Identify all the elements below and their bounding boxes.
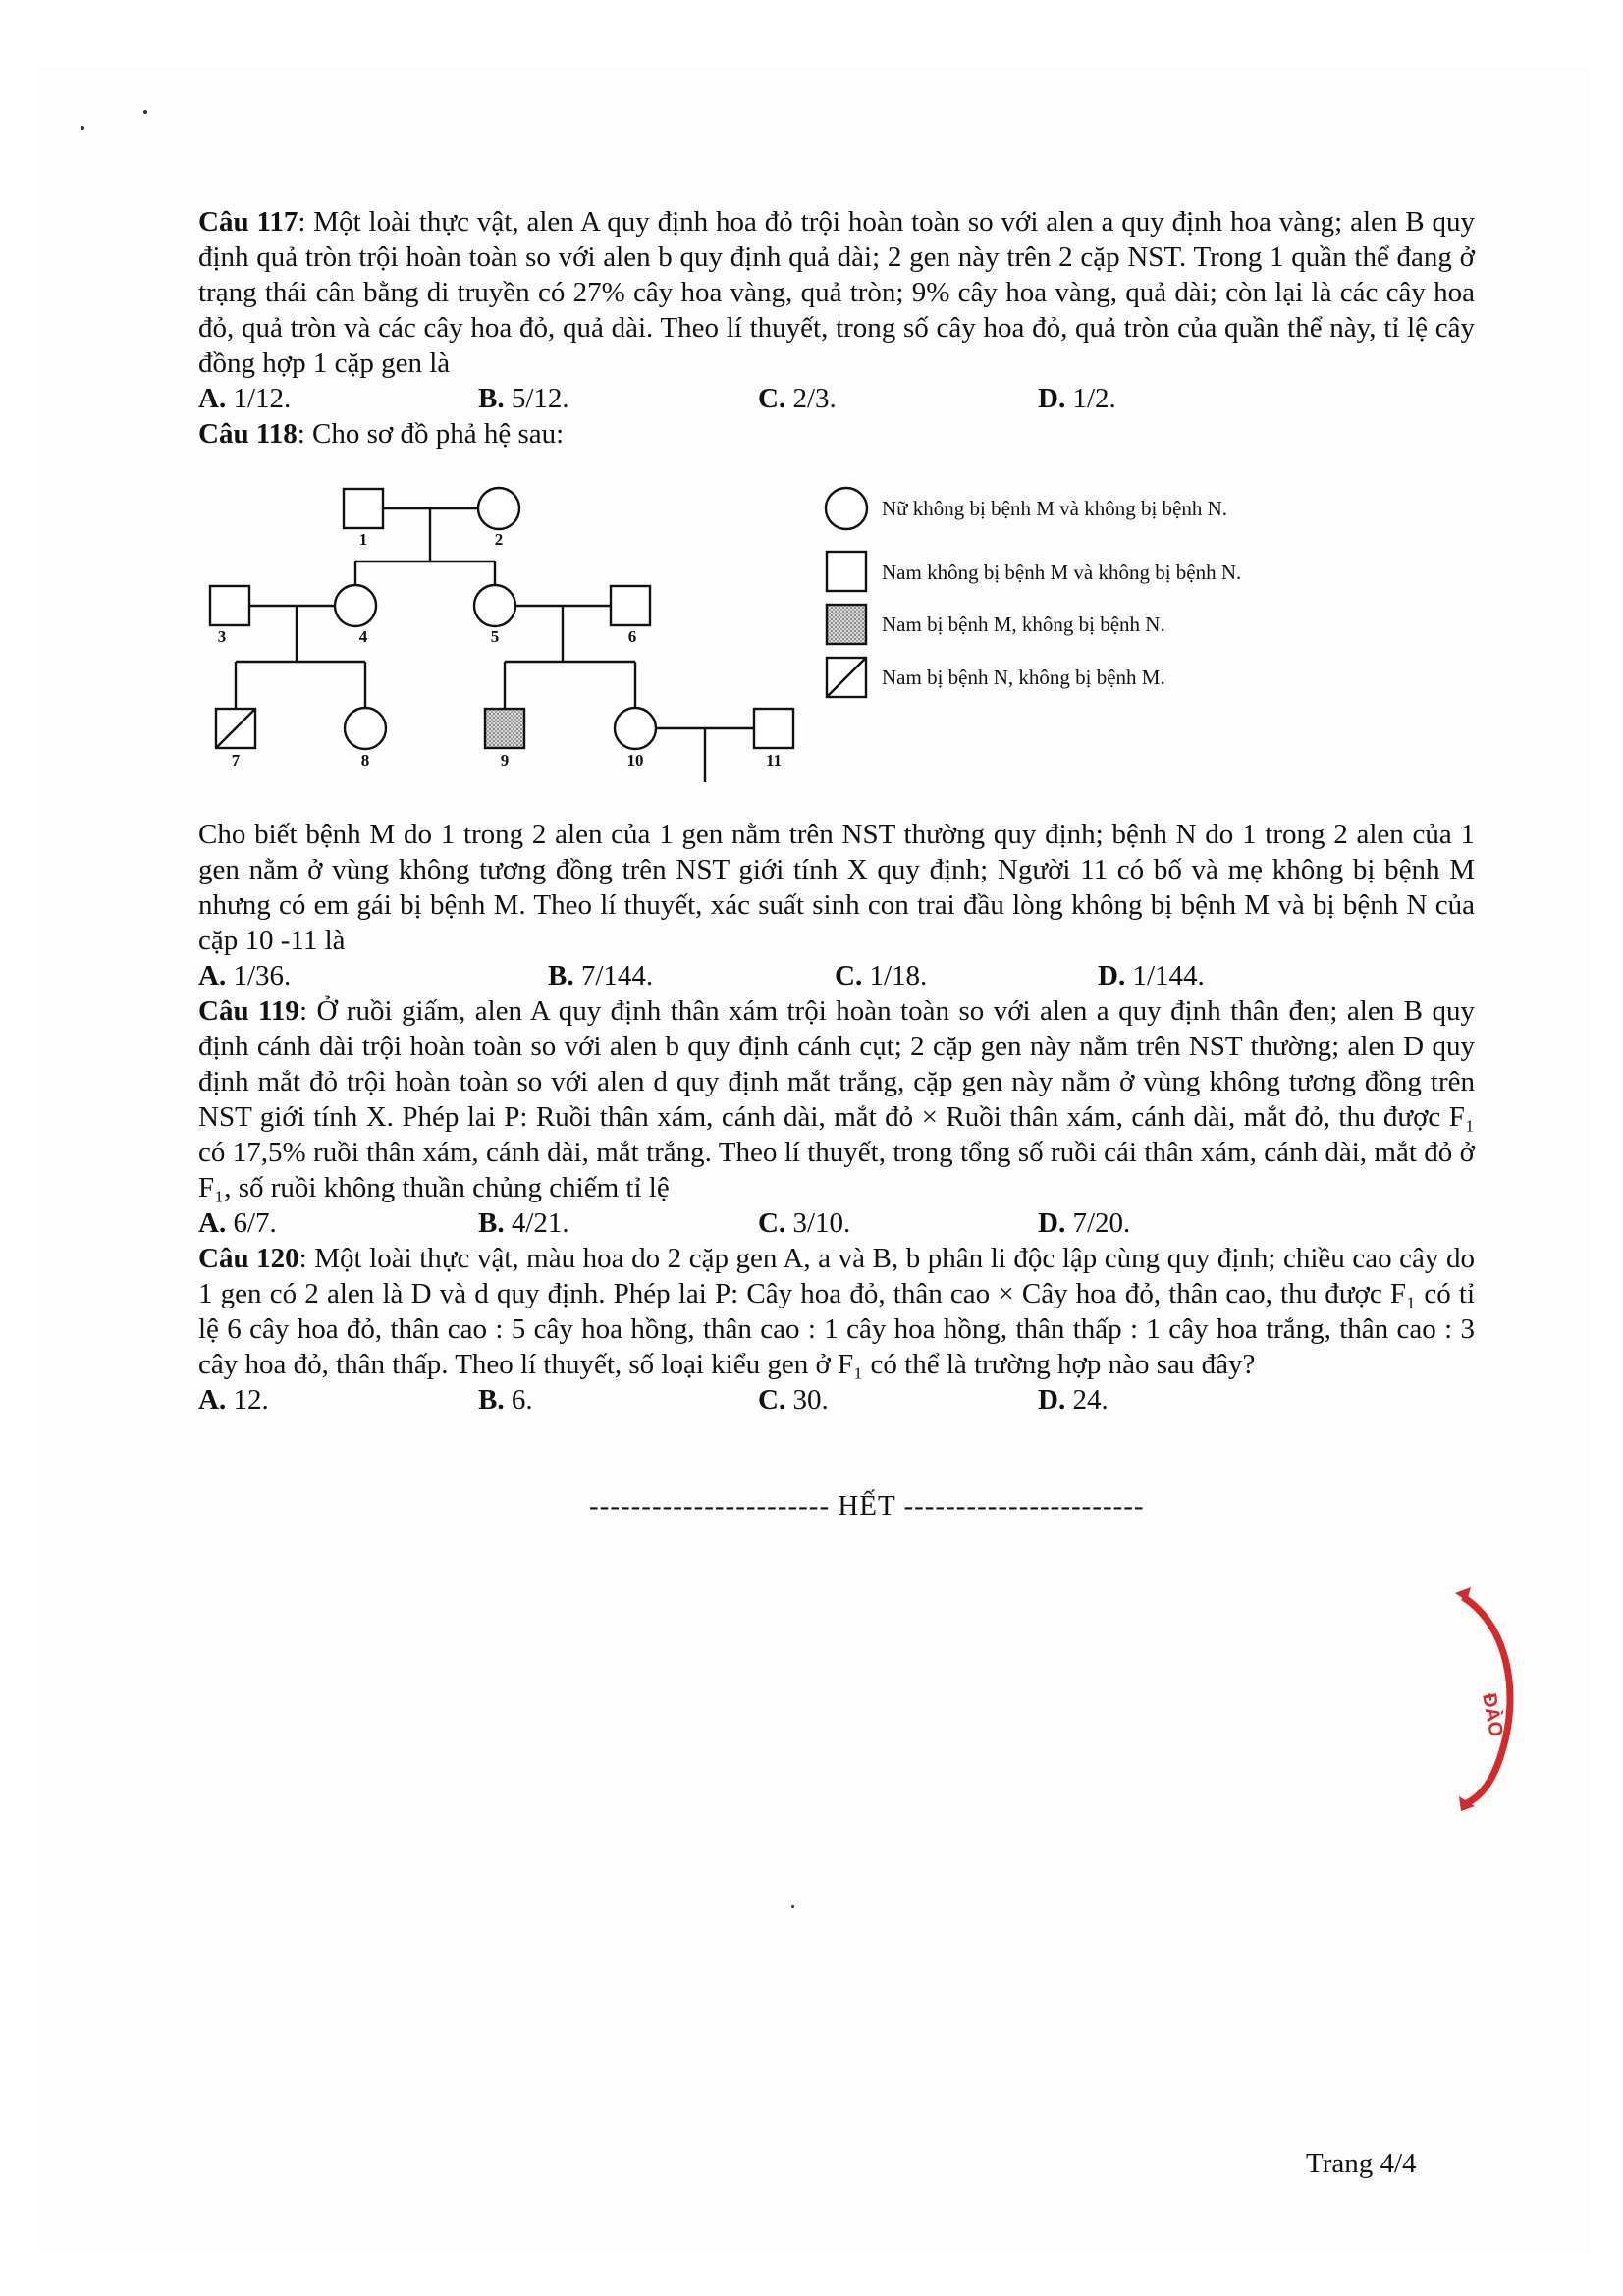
answer-options xyxy=(198,1382,1475,1417)
red-seal-stamp xyxy=(1453,1585,1532,1811)
option-d: D. 7/20. xyxy=(1038,1207,1131,1239)
question-text: : Một loài thực vật, màu hoa do 2 cặp gen A, a và B, b phân li độc lập cùng quy định; chiều cao cây do 1 gen có 2 alen là D và d quy định. Phép lai P: Cây hoa đỏ, thân cao × Cây hoa đỏ, thân cao, thu được F₁ có tỉ lệ 6 cây hoa đỏ, thân cao : 5 cây hoa hồng, thân cao : 1 cây hoa hồng, thân thấp : 1 cây hoa trắng, thân cao : 3 cây hoa đỏ, thân thấp. Theo lí thuyết, số loại kiểu gen ở F₁ có thể là trường hợp nào sau đây? xyxy=(198,1243,1475,1380)
individual-4 xyxy=(335,585,376,626)
page-number: Trang 4/4 xyxy=(1306,2148,1417,2179)
label-2: 2 xyxy=(494,530,504,549)
question-number: Câu 120 xyxy=(198,1243,299,1274)
question-number: Câu 117 xyxy=(198,206,298,238)
option-a: A. 1/36. xyxy=(198,960,292,991)
question-120 xyxy=(198,1241,1475,1382)
label-9: 9 xyxy=(500,751,510,770)
question-119 xyxy=(198,993,1475,1205)
option-c: C. 1/18. xyxy=(835,960,928,991)
option-d: D. 1/144. xyxy=(1098,960,1205,991)
label-4: 4 xyxy=(358,627,368,646)
option-c: C. 30. xyxy=(758,1384,829,1415)
option-d: D. 24. xyxy=(1038,1384,1109,1415)
label-7: 7 xyxy=(231,751,241,770)
label-1: 1 xyxy=(358,530,368,549)
question-118 xyxy=(198,416,1475,452)
question-number: Câu 119 xyxy=(198,995,299,1027)
option-c: C. 2/3. xyxy=(758,383,837,414)
exam-content xyxy=(198,204,1475,1417)
label-3: 3 xyxy=(217,627,227,646)
option-b: B. 4/21. xyxy=(478,1207,569,1239)
end-marker: ----------------------- HẾT ----------------------- xyxy=(589,1490,1145,1522)
option-d: D. 1/2. xyxy=(1038,383,1116,414)
answer-options xyxy=(198,381,1475,416)
scan-speck xyxy=(143,110,147,114)
label-11: 11 xyxy=(765,751,783,770)
individual-10 xyxy=(615,708,656,749)
legend-female-healthy: Nữ không bị bệnh M và không bị bệnh N. xyxy=(882,497,1228,520)
question-text: : Cho sơ đồ phả hệ sau: xyxy=(297,418,565,450)
pedigree-chart xyxy=(198,454,1475,817)
option-a: A. 12. xyxy=(198,1384,269,1415)
individual-8 xyxy=(345,708,386,749)
label-10: 10 xyxy=(626,751,644,770)
option-b: B. 6. xyxy=(478,1384,533,1415)
label-6: 6 xyxy=(627,627,637,646)
option-a: A. 1/12. xyxy=(198,383,292,414)
question-text: : Một loài thực vật, alen A quy định hoa đỏ trội hoàn toàn so với alen a quy định hoa vàng; alen B quy định quả tròn trội hoàn toàn so với alen b quy định quả dài; 2 gen này trên 2 cặp NST. Trong 1 quần thể đang ở trạng thái cân bằng di truyền có 27% cây hoa vàng, quả tròn; 9% cây hoa vàng, quả dài; còn lại là các cây hoa đỏ, quả tròn và các cây hoa đỏ, quả dài. Theo lí thuyết, trong số cây hoa đỏ, quả tròn của quần thể này, tỉ lệ cây đồng hợp 1 cặp gen là xyxy=(198,206,1475,379)
pedigree-diagram xyxy=(198,454,1475,817)
answer-options xyxy=(198,1205,1475,1241)
question-118-body: Cho biết bệnh M do 1 trong 2 alen của 1 gen nằm trên NST thường quy định; bệnh N do 1 trong 2 alen của 1 gen nằm ở vùng không tương đồng trên NST giới tính X quy định; Người 11 có bố và mẹ không bị bệnh M nhưng có em gái bị bệnh M. Theo lí thuyết, xác suất sinh con trai đầu lòng không bị bệnh M và bị bệnh N của cặp 10 -11 là xyxy=(198,819,1475,956)
answer-options xyxy=(198,958,1475,993)
scan-speck xyxy=(791,1905,794,1908)
label-5: 5 xyxy=(490,627,500,646)
option-a: A. 6/7. xyxy=(198,1207,277,1239)
scan-speck xyxy=(81,126,84,130)
label-8: 8 xyxy=(360,751,370,770)
legend-male-disease-m: Nam bị bệnh M, không bị bệnh N. xyxy=(882,613,1165,636)
svg-text:ĐÀO: ĐÀO xyxy=(1478,1691,1507,1739)
individual-5 xyxy=(474,585,515,626)
option-c: C. 3/10. xyxy=(758,1207,851,1239)
individual-9 xyxy=(485,709,524,748)
question-117 xyxy=(198,204,1475,381)
legend-male-disease-n: Nam bị bệnh N, không bị bệnh M. xyxy=(882,666,1165,689)
question-text: : Ở ruồi giấm, alen A quy định thân xám trội hoàn toàn so với alen a quy định thân đen; alen B quy định cánh dài trội hoàn toàn so với alen b quy định cánh cụt; 2 cặp gen này nằm trên NST thường; alen D quy định mắt đỏ trội hoàn toàn so với alen d quy định mắt trắng, cặp gen này nằm ở vùng không tương đồng trên NST giới tính X. Phép lai P: Ruồi thân xám, cánh dài, mắt đỏ × Ruồi thân xám, cánh dài, mắt đỏ, thu được F₁ có 17,5% ruồi thân xám, cánh dài, mắt trắng. Theo lí thuyết, trong tổng số ruồi cái thân xám, cánh dài, mắt đỏ ở F₁, số ruồi không thuần chủng chiếm tỉ lệ xyxy=(198,995,1475,1203)
question-number: Câu 118 xyxy=(198,418,298,450)
option-b: B. 7/144. xyxy=(548,960,654,991)
legend-male-healthy: Nam không bị bệnh M và không bị bệnh N. xyxy=(882,561,1242,584)
option-b: B. 5/12. xyxy=(478,383,569,414)
individual-1 xyxy=(344,489,383,528)
individual-11 xyxy=(754,709,793,748)
individual-2 xyxy=(478,488,519,529)
individual-3 xyxy=(210,586,249,625)
individual-6 xyxy=(611,586,650,625)
